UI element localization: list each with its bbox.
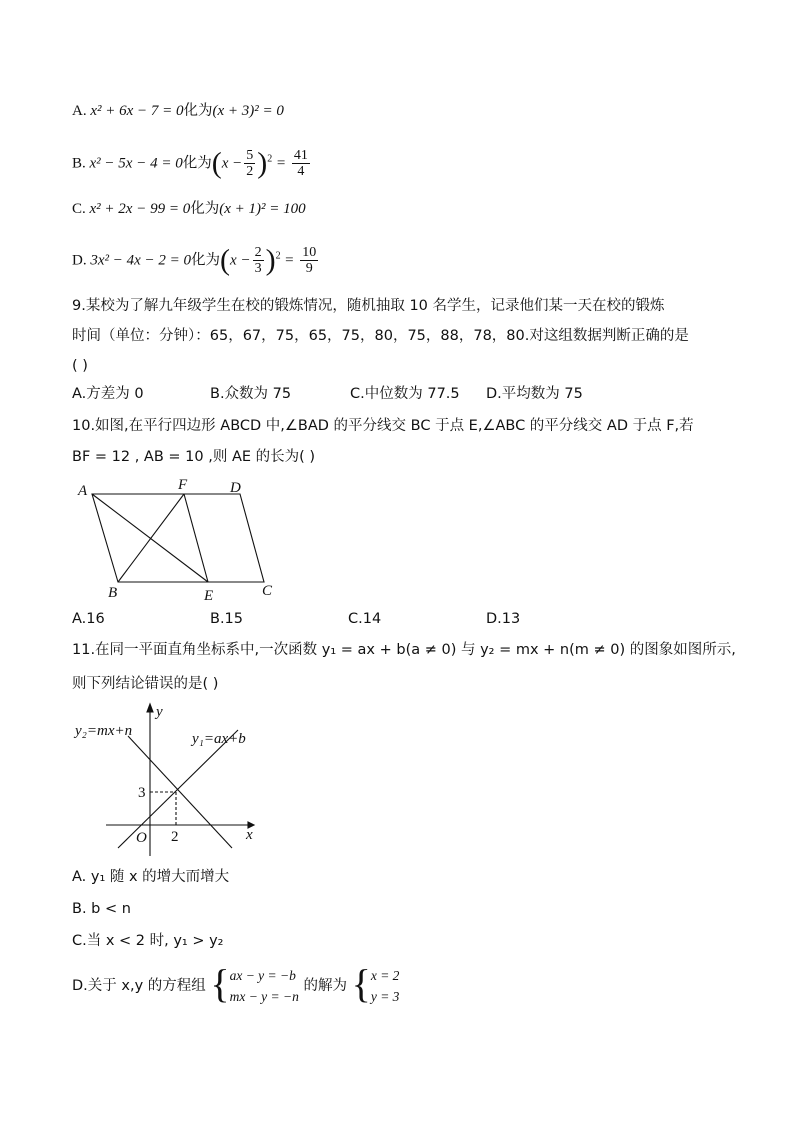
q11-stem-line1: 11.在同一平面直角坐标系中,一次函数 y₁ = ax + b(a ≠ 0) 与 y₂ = mx + n(m ≠ 0) 的图象如图所示, [72,642,736,658]
q9-options [72,384,772,404]
q10-stem-line1: 10.如图,在平行四边形 ABCD 中,∠BAD 的平分线交 BC 于点 E,∠ABC 的平分线交 AD 于点 F,若 [72,418,694,434]
parallelogram-figure [72,476,282,604]
q11-option-a: A. y₁ 随 x 的增大而增大 [72,869,230,885]
q8-option-c: C. x² + 2x − 99 = 0化为(x + 1)² = 100 [72,201,306,217]
y-axis-arrow [147,704,153,712]
tick-label-3: 3 [138,785,146,801]
q8-option-a: A. x² + 6x − 7 = 0化为(x + 3)² = 0 [72,103,284,119]
label-a: A [78,483,88,499]
y2-line-label: y₂=mx+n [75,723,133,739]
segment-bf [118,494,184,582]
linear-functions-graph [72,700,272,860]
q11-option-d: D.关于 x,y 的方程组 { ax − y = −b mx − y = −n 的解为 { x = 2 y = 3 [72,961,400,1006]
q8-option-d: D. 3x² − 4x − 2 = 0化为(x − $\frac{2}{3}$ )$^2$ = $\frac{10}{9}$ [72,243,317,277]
q11-option-b: B. b < n [72,901,131,917]
q10-option-d: D.13 [486,611,521,627]
q8-option-b: B. x² − 5x − 4 = 0化为(x − $\frac{5}{2}$ )$^2$ = $\frac{41}{4}$ [72,146,308,180]
y-axis-label: y [156,704,163,720]
segment-fe [184,494,208,582]
tick-label-2: 2 [171,829,179,845]
q10-option-b: B.15 [210,611,244,627]
label-d: D [230,480,241,496]
x-axis-label: x [246,827,253,843]
q10-options [72,609,772,629]
q10-option-c: C.14 [348,611,382,627]
y1-line-label: y₁=ax+b [192,731,246,747]
q10-option-a: A.16 [72,611,105,627]
label-c: C [262,583,273,599]
q9-stem-line1: 9.某校为了解九年级学生在校的锻炼情况，随机抽取 10 名学生，记录他们某一天在校的锻炼 [72,298,665,314]
label-e: E [204,588,214,604]
q11-stem-line2: 则下列结论错误的是( ) [72,676,219,692]
q9-stem-line2: 时间（单位：分钟）：65，67，75，65，75，80，75，88，78，80.对这组数据判断正确的是 [72,328,689,344]
origin-label: O [136,830,147,846]
q9-option-d: D.平均数为 75 [486,386,583,402]
q11-option-c: C.当 x < 2 时, y₁ > y₂ [72,933,224,949]
q9-option-c: C.中位数为 77.5 [350,386,460,402]
q10-stem-line2: BF = 12 , AB = 10 ,则 AE 的长为( ) [72,449,316,465]
label-b: B [108,585,118,601]
label-f: F [178,477,188,493]
q9-option-b: B.众数为 75 [210,386,292,402]
parallelogram-abcd [92,494,264,582]
q9-option-a: A.方差为 0 [72,386,144,402]
segment-ae [92,494,208,582]
q9-stem-line3: ( ) [72,358,88,374]
